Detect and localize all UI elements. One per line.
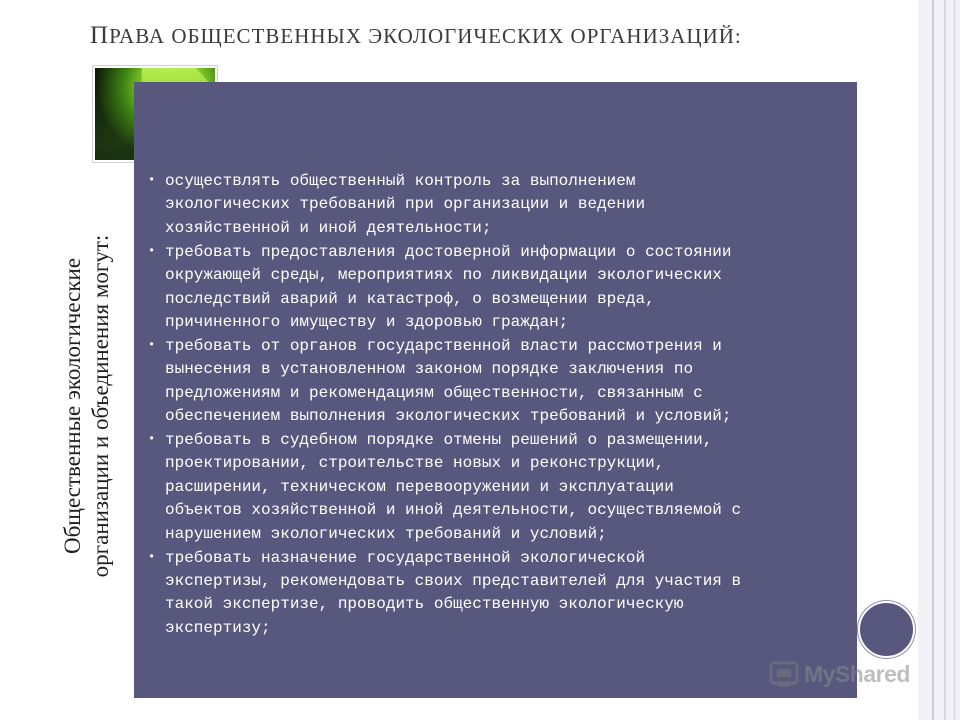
decorative-circle xyxy=(858,601,915,658)
list-item xyxy=(146,429,846,546)
item-line: объектов хозяйственной и иной деятельности, осуществляемой с xyxy=(165,501,742,520)
item-line: хозяйственной и иной деятельности; xyxy=(165,218,492,237)
watermark-text: MyShared xyxy=(804,660,910,687)
bullet-icon: • xyxy=(148,549,156,564)
item-line: предложениям и рекомендациям общественности, связанным с xyxy=(165,383,703,402)
bullet-icon: • xyxy=(148,243,156,258)
item-line: вынесения в установленном законом порядке заключения по xyxy=(165,360,694,379)
vertical-label xyxy=(59,141,115,671)
frame-line xyxy=(932,0,934,720)
bullet-icon: • xyxy=(148,431,156,446)
myshared-logo-icon xyxy=(768,659,800,689)
decorative-frame xyxy=(918,0,960,720)
bullet-icon: • xyxy=(148,337,156,352)
list-item xyxy=(146,547,846,641)
item-line: экспертизы, рекомендовать своих представителей для участия в xyxy=(165,571,742,590)
title-rest: РАВА ОБЩЕСТВЕННЫХ ЭКОЛОГИЧЕСКИХ ОРГАНИЗАЦИЙ: xyxy=(109,24,742,48)
item-line: окружающей среды, мероприятиях по ликвидации экологических xyxy=(165,266,722,285)
item-line: экспертизу; xyxy=(165,618,271,637)
list-item xyxy=(146,170,846,240)
item-line: требовать от органов государственной власти рассмотрения и xyxy=(165,336,722,355)
vertical-label-line: организации и объединения могут: xyxy=(88,234,113,578)
bullet-icon: • xyxy=(148,173,156,187)
frame-line xyxy=(944,0,946,720)
item-line: проектировании, строительстве новых и реконструкции, xyxy=(165,454,665,473)
item-line: требовать назначение государственной экологической xyxy=(165,548,646,567)
item-line: осуществлять общественный контроль за выполнением xyxy=(165,172,636,190)
vertical-label-area xyxy=(42,136,132,676)
list-item xyxy=(146,241,846,335)
list-item xyxy=(146,335,846,429)
slide-title xyxy=(90,22,742,50)
item-line: расширении, техническом перевооружении и эксплуатации xyxy=(165,477,674,496)
item-line: требовать предоставления достоверной информации о состоянии xyxy=(165,242,732,261)
frame-line xyxy=(953,0,956,720)
title-initial: П xyxy=(90,22,110,49)
item-line: требовать в судебном порядке отмены решений о размещении, xyxy=(165,430,713,449)
item-line: причиненного имуществу и здоровью граждан; xyxy=(165,312,569,331)
rights-list xyxy=(146,170,846,641)
vertical-label-line: Общественные экологические xyxy=(60,257,85,555)
item-line: нарушением экологических требований и условий; xyxy=(165,524,607,543)
item-line: такой экспертизе, проводить общественную экологическую xyxy=(165,595,684,614)
item-line: обеспечением выполнения экологических требований и условий; xyxy=(165,407,732,426)
watermark xyxy=(768,656,910,692)
item-line: последствий аварий и катастроф, о возмещении вреда, xyxy=(165,289,655,308)
item-line: экологических требований при организации и ведении xyxy=(165,195,646,214)
